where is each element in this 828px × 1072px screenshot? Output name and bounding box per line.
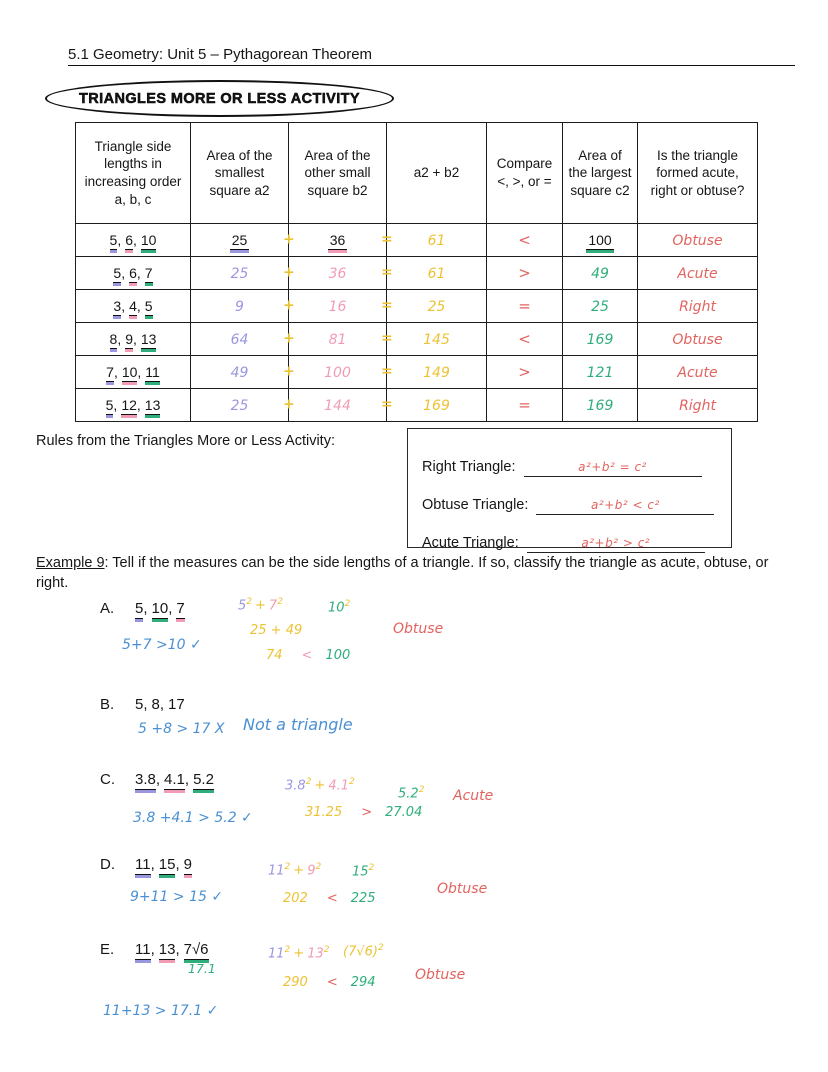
table-row	[76, 224, 758, 257]
plus-mark: +	[283, 264, 295, 281]
side-a: 3	[113, 298, 122, 314]
side-c: 11	[145, 364, 160, 380]
side-c: 13	[140, 331, 157, 347]
side-a: 8	[109, 331, 118, 347]
comma: ,	[175, 941, 180, 958]
answer-blank	[524, 458, 702, 477]
side-c: 5	[144, 298, 153, 314]
equals-mark: =	[381, 231, 393, 248]
side: 3.8	[135, 771, 156, 788]
example9-text: : Tell if the measures can be the side lengths of a triangle. If so, classify the triangle as acute, obtuse, or right.	[36, 555, 769, 592]
header-compare: Compare <, >, or =	[487, 123, 563, 224]
header-b2: Area of the other small square b2	[289, 123, 387, 224]
answer-blank	[536, 496, 714, 515]
c-squared-expression: $10^2$	[328, 599, 351, 616]
cell-c2: 25	[563, 290, 638, 323]
header-a2: Area of the smallest square a2	[191, 123, 289, 224]
side: 17	[168, 696, 185, 713]
comparison-line: 290 < 294	[283, 975, 376, 990]
cell-a2: 49	[191, 356, 289, 389]
handwritten-rule: a²+b² = c²	[578, 460, 647, 474]
cell-classification: Acute	[638, 356, 758, 389]
cell-sum: = 61	[387, 224, 487, 257]
comparison-line: 31.25 > 27.04	[305, 805, 423, 820]
plus-mark: +	[283, 330, 295, 347]
comparison-symbol: >	[361, 805, 373, 820]
comma: ,	[136, 298, 141, 314]
side: 9	[183, 856, 192, 873]
cell-classification: Right	[638, 389, 758, 422]
triangle-inequality-check: 11+13 > 17.1 ✓	[103, 1003, 219, 1019]
table-row	[76, 389, 758, 422]
comma: ,	[136, 397, 141, 413]
comma: ,	[175, 856, 180, 873]
rules-label: Rules from the Triangles More or Less Activity:	[36, 433, 335, 449]
comma: ,	[143, 696, 148, 713]
comma: ,	[113, 397, 118, 413]
side-c: 10	[140, 232, 157, 248]
side-b: 4	[129, 298, 137, 314]
rule-obtuse-triangle: Obtuse Triangle: a²+b² < c²	[422, 477, 717, 515]
classification-answer: Obtuse	[415, 967, 466, 983]
cell-b2: + 36	[289, 257, 387, 290]
side: 7√6	[183, 941, 209, 958]
c-squared-expression: $5.2^2$	[398, 785, 425, 802]
cell-sides	[76, 257, 191, 290]
cell-a2: 25	[191, 389, 289, 422]
problem-letter: E.	[100, 941, 115, 958]
problem-sides	[135, 771, 214, 788]
answer-blank	[527, 534, 705, 553]
comma: ,	[136, 265, 141, 281]
comma: ,	[117, 232, 122, 248]
side: 8	[151, 696, 160, 713]
comma: ,	[155, 771, 161, 788]
sum-line: 25 + 49	[250, 623, 303, 638]
equals-mark: =	[381, 396, 393, 413]
side-a: 5	[109, 232, 118, 248]
cell-b2: + 144	[289, 389, 387, 422]
cell-c2: 100	[563, 224, 638, 257]
table-row	[76, 257, 758, 290]
comma: ,	[150, 941, 155, 958]
comma: ,	[168, 600, 173, 617]
triangle-inequality-check: 5 +8 > 17 X	[138, 721, 225, 737]
side: 5	[135, 696, 144, 713]
classification-answer: Obtuse	[393, 621, 444, 637]
triangle-inequality-check: 3.8 +4.1 > 5.2 ✓	[133, 810, 253, 826]
side-b: 12	[121, 397, 137, 413]
cell-sum: = 25	[387, 290, 487, 323]
cell-c2: 169	[563, 389, 638, 422]
cell-a2: 9	[191, 290, 289, 323]
cell-sum: = 149	[387, 356, 487, 389]
cell-classification: Acute	[638, 257, 758, 290]
activity-banner-label: TRIANGLES MORE OR LESS ACTIVITY	[79, 90, 360, 107]
cell-classification: Obtuse	[638, 224, 758, 257]
comma: ,	[117, 331, 122, 347]
cell-compare: <	[487, 323, 563, 356]
comma: ,	[113, 364, 118, 380]
side-a: 5	[113, 265, 122, 281]
title-underline	[68, 65, 795, 66]
side-a: 7	[106, 364, 114, 380]
comma: ,	[137, 364, 142, 380]
comparison-symbol: <	[326, 975, 338, 990]
equals-mark: =	[381, 297, 393, 314]
side-b: 6	[125, 232, 133, 248]
activity-banner	[45, 80, 394, 117]
side-b: 6	[129, 265, 137, 281]
comma: ,	[121, 298, 126, 314]
cell-classification: Obtuse	[638, 323, 758, 356]
comma: ,	[133, 331, 137, 347]
cell-compare: >	[487, 257, 563, 290]
side: 10	[151, 600, 169, 617]
cell-a2: 64	[191, 323, 289, 356]
activity-table	[75, 122, 758, 422]
rule-right-triangle: Right Triangle: a²+b² = c²	[422, 439, 717, 477]
side-a: 5	[105, 397, 114, 413]
squares-expression: $11^2 + 13^2$	[268, 945, 330, 962]
comma: ,	[184, 771, 190, 788]
problem-sides	[135, 600, 185, 617]
plus-mark: +	[283, 297, 295, 314]
header-c2: Area of the largest square c2	[563, 123, 638, 224]
problem-sides	[135, 696, 185, 713]
squares-expression: $5^2 + 7^2$	[238, 597, 283, 614]
cell-sum: = 169	[387, 389, 487, 422]
side-c: 13	[144, 397, 161, 413]
example9-prompt	[36, 553, 794, 594]
problem-letter: C.	[100, 771, 115, 788]
handwritten-rule: a²+b² > c²	[581, 536, 651, 550]
table-row	[76, 290, 758, 323]
cell-compare: >	[487, 356, 563, 389]
equals-mark: =	[381, 363, 393, 380]
table-row	[76, 356, 758, 389]
cell-compare: <	[487, 224, 563, 257]
squares-expression: $11^2 + 9^2$	[268, 862, 322, 879]
problem-letter: B.	[100, 696, 115, 713]
cell-sides	[76, 389, 191, 422]
handwritten-rule: a²+b² < c²	[591, 498, 660, 512]
comparison-symbol: <	[326, 891, 338, 906]
triangle-inequality-check: 5+7 >10 ✓	[122, 637, 202, 653]
table-header-row	[76, 123, 758, 224]
classification-answer: Obtuse	[437, 881, 488, 897]
squares-expression: $3.8^2 + 4.1^2$	[285, 777, 355, 794]
side-b: 9	[125, 331, 133, 347]
triangle-inequality-check: 9+11 > 15 ✓	[130, 889, 224, 905]
side: 11	[135, 941, 151, 958]
header-sides: Triangle side lengths in increasing order a, b, c	[76, 123, 191, 224]
side: 4.1	[164, 771, 185, 788]
cell-sides	[76, 323, 191, 356]
side: 5	[135, 600, 144, 617]
cell-a2: 25	[191, 257, 289, 290]
table-row	[76, 323, 758, 356]
side: 5.2	[193, 771, 214, 788]
cell-classification: Right	[638, 290, 758, 323]
cell-b2: + 16	[289, 290, 387, 323]
header-sum: a2 + b2	[387, 123, 487, 224]
cell-b2: + 36	[289, 224, 387, 257]
side-b: 10	[121, 364, 138, 380]
cell-b2: + 100	[289, 356, 387, 389]
not-a-triangle-note: Not a triangle	[243, 715, 353, 734]
comma: ,	[159, 696, 165, 713]
rules-box	[407, 428, 732, 551]
header-classification: Is the triangle formed acute, right or obtuse?	[638, 123, 758, 224]
side: 15	[158, 856, 176, 873]
problem-letter: D.	[100, 856, 115, 873]
comma: ,	[133, 232, 137, 248]
cell-a2: 25	[191, 224, 289, 257]
comma: ,	[143, 600, 148, 617]
example9-label: Example 9	[36, 555, 105, 571]
equals-mark: =	[381, 264, 393, 281]
cell-b2: + 81	[289, 323, 387, 356]
c-squared-expression: $(7√6)^2$	[343, 943, 384, 960]
cell-sides	[76, 356, 191, 389]
cell-sum: = 61	[387, 257, 487, 290]
c-squared-expression: $15^2$	[352, 863, 375, 880]
comparison-line: 74 < 100	[266, 648, 351, 663]
side: 13	[158, 941, 176, 958]
side: 11	[135, 856, 151, 873]
comparison-line: 202 < 225	[283, 891, 376, 906]
plus-mark: +	[283, 231, 295, 248]
cell-sides	[76, 290, 191, 323]
cell-sides	[76, 224, 191, 257]
problem-sides	[135, 941, 209, 958]
rule-acute-triangle: Acute Triangle: a²+b² > c²	[422, 515, 717, 553]
comparison-symbol: <	[301, 648, 313, 663]
comma: ,	[121, 265, 126, 281]
comma: ,	[150, 856, 155, 873]
cell-c2: 169	[563, 323, 638, 356]
equals-mark: =	[381, 330, 393, 347]
cell-c2: 121	[563, 356, 638, 389]
side-c: 7	[144, 265, 153, 281]
problem-letter: A.	[100, 600, 115, 617]
classification-answer: Acute	[453, 788, 494, 804]
cell-compare: =	[487, 389, 563, 422]
decimal-approximation-note: 17.1	[188, 961, 216, 976]
cell-c2: 49	[563, 257, 638, 290]
plus-mark: +	[283, 363, 295, 380]
plus-mark: +	[283, 396, 295, 413]
problem-sides	[135, 856, 192, 873]
cell-sum: = 145	[387, 323, 487, 356]
side: 7	[176, 600, 185, 617]
page-title: 5.1 Geometry: Unit 5 – Pythagorean Theorem	[68, 46, 373, 63]
cell-compare: =	[487, 290, 563, 323]
